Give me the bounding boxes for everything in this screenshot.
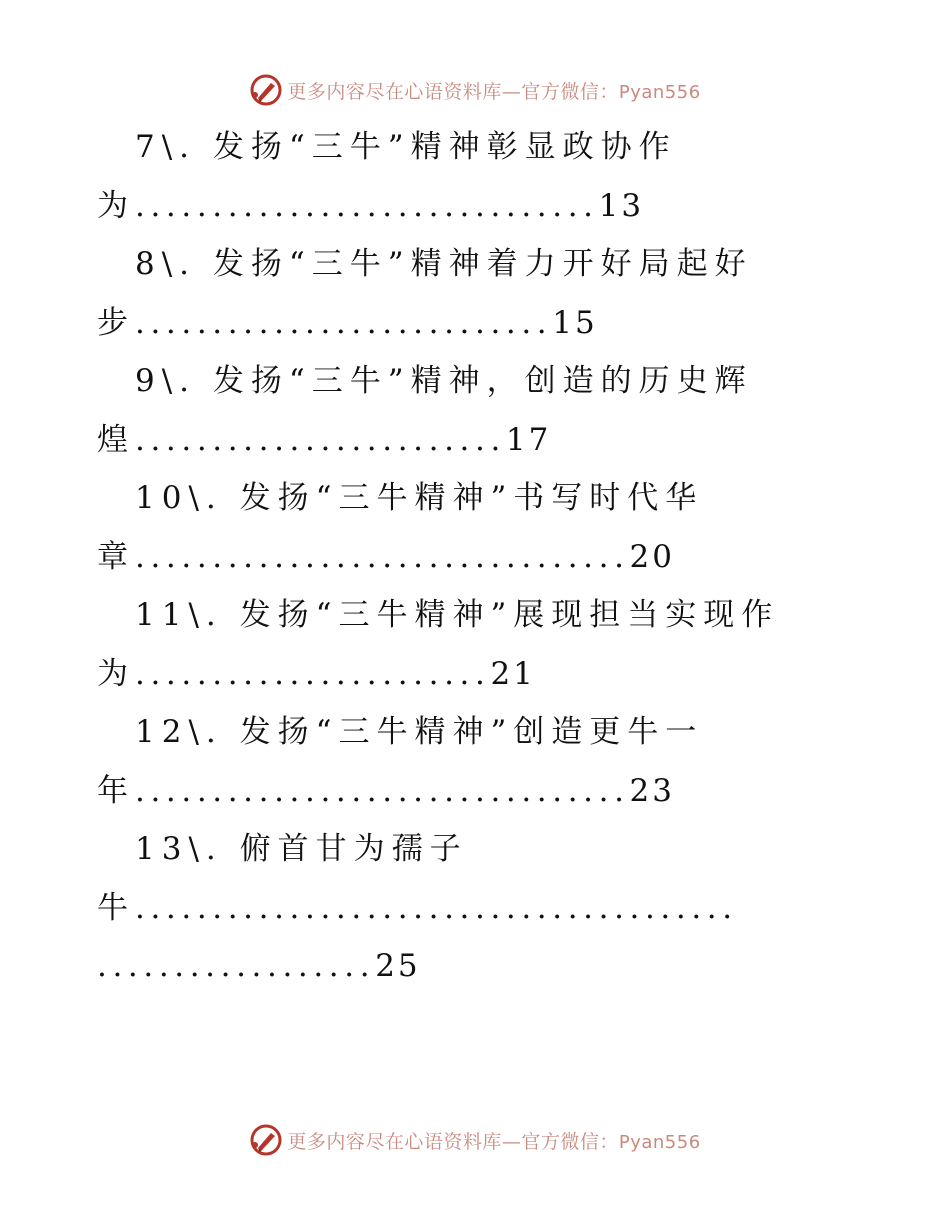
toc-entry-number: 8\. bbox=[135, 246, 197, 282]
watermark-text bbox=[287, 77, 700, 104]
toc-dot-leader: ........................ bbox=[135, 421, 506, 458]
toc-entry-number: 9\. bbox=[135, 363, 197, 399]
toc-entry-last-char: 牛 bbox=[97, 889, 135, 926]
pen-circle-logo-icon bbox=[249, 1123, 283, 1157]
toc-entry-leader[interactable] bbox=[97, 177, 857, 236]
toc-page-number: 20 bbox=[629, 538, 675, 575]
toc-page-number: 25 bbox=[375, 948, 421, 984]
table-of-contents bbox=[97, 118, 857, 996]
toc-entry-title[interactable] bbox=[97, 235, 857, 294]
toc-entry-number: 12\. bbox=[135, 714, 223, 750]
toc-dot-leader: .............................. bbox=[135, 187, 599, 224]
toc-entry-text: 发扬“三牛精神”创造更牛一 bbox=[239, 714, 704, 750]
header-watermark bbox=[0, 70, 950, 110]
toc-page-number: 21 bbox=[490, 655, 536, 692]
footer-watermark bbox=[0, 1120, 950, 1160]
pen-circle-logo-icon bbox=[249, 73, 283, 107]
toc-entry-last-char: 为 bbox=[97, 655, 135, 692]
toc-entry-last-char: 步 bbox=[97, 304, 135, 341]
toc-entry-leader[interactable] bbox=[97, 294, 857, 353]
toc-dot-leader: ....................................... bbox=[135, 889, 738, 926]
toc-entry-leader[interactable] bbox=[97, 528, 857, 587]
watermark-label: 更多内容尽在心语资料库—官方微信： bbox=[287, 80, 619, 103]
toc-entry-last-char: 章 bbox=[97, 538, 135, 575]
toc-entry-leader[interactable] bbox=[97, 762, 857, 821]
toc-entry-text: 发扬“三牛”精神，创造的历史辉 bbox=[212, 363, 753, 399]
toc-entry-leader[interactable] bbox=[97, 645, 857, 704]
toc-entry-text: 俯首甘为孺子 bbox=[239, 831, 468, 867]
toc-entry-leader[interactable] bbox=[97, 879, 857, 938]
toc-dot-leader: ................................ bbox=[135, 538, 630, 575]
toc-entry-number: 11\. bbox=[135, 597, 223, 633]
toc-entry-title[interactable] bbox=[97, 703, 857, 762]
toc-entry-text: 发扬“三牛”精神着力开好局起好 bbox=[212, 246, 753, 282]
toc-entry-last-char: 年 bbox=[97, 772, 135, 809]
toc-entry-text: 发扬“三牛精神”展现担当实现作 bbox=[239, 597, 780, 633]
toc-dot-leader: ........................... bbox=[135, 304, 553, 341]
toc-entry-text: 发扬“三牛”精神彰显政协作 bbox=[212, 129, 677, 165]
watermark-wechat-id: Pyan556 bbox=[618, 81, 701, 103]
toc-entry-title[interactable] bbox=[97, 352, 857, 411]
toc-entry-title[interactable] bbox=[97, 118, 857, 177]
toc-entry-number: 13\. bbox=[135, 831, 223, 867]
toc-page-number: 23 bbox=[629, 772, 675, 809]
toc-entry-last-char: 煌 bbox=[97, 421, 135, 458]
toc-entry-title[interactable] bbox=[97, 586, 857, 645]
watermark-text bbox=[287, 1127, 700, 1154]
toc-page-number: 17 bbox=[505, 421, 552, 458]
toc-page-number: 15 bbox=[552, 304, 598, 341]
toc-entry-last-char: 为 bbox=[97, 187, 135, 224]
watermark-wechat-id: Pyan556 bbox=[618, 1131, 701, 1153]
toc-entry-number: 7\. bbox=[135, 129, 197, 165]
watermark-label: 更多内容尽在心语资料库—官方微信： bbox=[287, 1130, 619, 1153]
toc-dot-leader: ....................... bbox=[135, 655, 491, 692]
toc-entry-leader[interactable] bbox=[97, 411, 857, 470]
toc-entry-text: 发扬“三牛精神”书写时代华 bbox=[239, 480, 704, 516]
toc-entry-title[interactable] bbox=[97, 820, 857, 879]
toc-entry-number: 10\. bbox=[135, 480, 223, 516]
toc-entry-leader-continued[interactable] bbox=[97, 937, 857, 996]
toc-dot-leader: .................. bbox=[97, 948, 376, 984]
toc-dot-leader: ................................ bbox=[135, 772, 630, 809]
toc-page-number: 13 bbox=[598, 187, 645, 224]
toc-entry-title[interactable] bbox=[97, 469, 857, 528]
